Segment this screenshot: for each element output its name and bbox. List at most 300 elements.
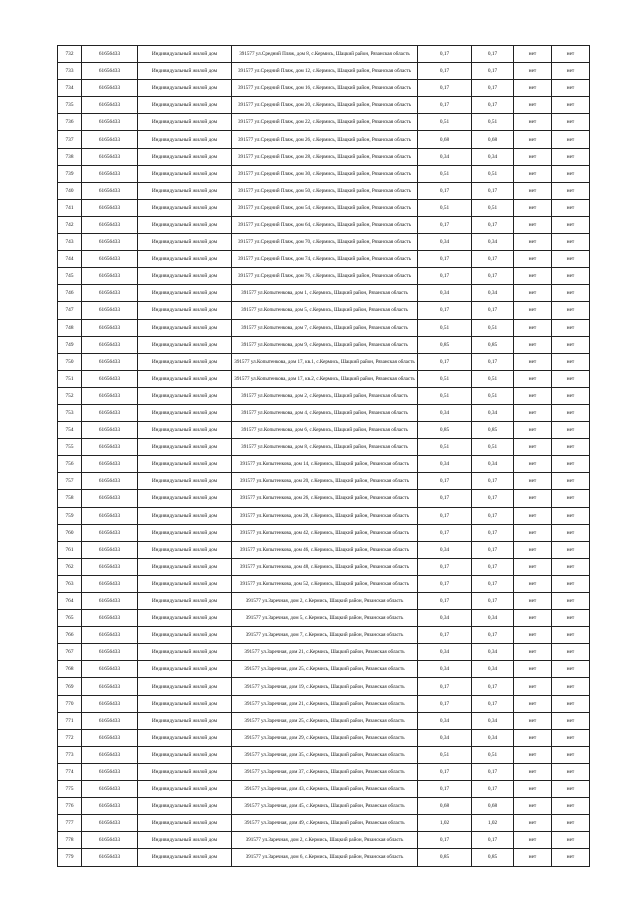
oktmo-code-cell: 61656433 — [82, 746, 138, 763]
address-cell: 391577 ул.Копытенкова, дом 48, с.Кермись, Шацкий район, Рязанская область — [232, 558, 418, 575]
oktmo-code-cell: 61656433 — [82, 456, 138, 473]
address-cell: 391577 ул.Копытенкова, дом 52, с.Кермись, Шацкий район, Рязанская область — [232, 575, 418, 592]
address-cell: 391577 ул.Заречная, дом 7, с.Кермись, Шацкий район, Рязанская область — [232, 627, 418, 644]
oktmo-code-cell: 61656433 — [82, 216, 138, 233]
flag-c-cell: нет — [514, 558, 552, 575]
value-a-cell: 0,51 — [418, 199, 472, 216]
value-a-cell: 1,02 — [418, 815, 472, 832]
object-type-cell: Индивидуальный жилой дом — [138, 422, 232, 439]
object-type-cell: Индивидуальный жилой дом — [138, 627, 232, 644]
table-row — [58, 627, 590, 644]
value-b-cell: 0,34 — [472, 712, 514, 729]
table-row — [58, 387, 590, 404]
flag-d-cell: нет — [552, 114, 590, 131]
object-type-cell: Индивидуальный жилой дом — [138, 695, 232, 712]
object-type-cell: Индивидуальный жилой дом — [138, 234, 232, 251]
flag-c-cell: нет — [514, 268, 552, 285]
value-a-cell: 0,51 — [418, 387, 472, 404]
object-type-cell: Индивидуальный жилой дом — [138, 199, 232, 216]
value-b-cell: 0,51 — [472, 165, 514, 182]
row-number-cell: 770 — [58, 695, 82, 712]
flag-c-cell: нет — [514, 370, 552, 387]
oktmo-code-cell: 61656433 — [82, 63, 138, 80]
value-a-cell: 0,34 — [418, 610, 472, 627]
table-row — [58, 456, 590, 473]
value-a-cell: 0,85 — [418, 422, 472, 439]
value-b-cell: 0,17 — [472, 524, 514, 541]
flag-c-cell: нет — [514, 644, 552, 661]
flag-d-cell: нет — [552, 251, 590, 268]
object-type-cell: Индивидуальный жилой дом — [138, 798, 232, 815]
object-type-cell: Индивидуальный жилой дом — [138, 353, 232, 370]
oktmo-code-cell: 61656433 — [82, 678, 138, 695]
table-row — [58, 302, 590, 319]
row-number-cell: 775 — [58, 781, 82, 798]
object-type-cell: Индивидуальный жилой дом — [138, 507, 232, 524]
row-number-cell: 763 — [58, 575, 82, 592]
address-cell: 391577 ул.Копытенкова, дом 6, с.Кермись, Шацкий район, Рязанская область — [232, 422, 418, 439]
oktmo-code-cell: 61656433 — [82, 148, 138, 165]
address-cell: 391577 ул.Средний Пляж, дом 70, с.Кермись, Шацкий район, Рязанская область — [232, 234, 418, 251]
oktmo-code-cell: 61656433 — [82, 97, 138, 114]
flag-d-cell: нет — [552, 387, 590, 404]
table-row — [58, 490, 590, 507]
row-number-cell: 767 — [58, 644, 82, 661]
object-type-cell: Индивидуальный жилой дом — [138, 832, 232, 849]
address-cell: 391577 ул.Средний Пляж, дом 8, с.Кермись, Шацкий район, Рязанская область — [232, 46, 418, 63]
table-row — [58, 336, 590, 353]
value-b-cell: 0,17 — [472, 216, 514, 233]
row-number-cell: 745 — [58, 268, 82, 285]
table-row — [58, 216, 590, 233]
flag-c-cell: нет — [514, 251, 552, 268]
row-number-cell: 755 — [58, 439, 82, 456]
object-type-cell: Индивидуальный жилой дом — [138, 216, 232, 233]
address-cell: 391577 ул.Заречная, дом 19, с.Кермись, Шацкий район, Рязанская область — [232, 678, 418, 695]
address-cell: 391577 ул.Средний Пляж, дом 12, с.Кермись, Шацкий район, Рязанская область — [232, 63, 418, 80]
value-b-cell: 0,17 — [472, 781, 514, 798]
flag-d-cell: нет — [552, 661, 590, 678]
object-type-cell: Индивидуальный жилой дом — [138, 182, 232, 199]
flag-c-cell: нет — [514, 781, 552, 798]
oktmo-code-cell: 61656433 — [82, 798, 138, 815]
row-number-cell: 752 — [58, 387, 82, 404]
address-cell: 391577 ул.Средний Пляж, дом 30, с.Кермись, Шацкий район, Рязанская область — [232, 165, 418, 182]
address-cell: 391577 ул.Копытенкова, дом 17, кв.1, с.Кермись, Шацкий район, Рязанская область — [232, 353, 418, 370]
address-cell: 391577 ул.Копытенкова, дом 42, с.Кермись, Шацкий район, Рязанская область — [232, 524, 418, 541]
value-a-cell: 0,17 — [418, 268, 472, 285]
flag-c-cell: нет — [514, 507, 552, 524]
oktmo-code-cell: 61656433 — [82, 285, 138, 302]
value-a-cell: 0,17 — [418, 97, 472, 114]
flag-d-cell: нет — [552, 524, 590, 541]
object-type-cell: Индивидуальный жилой дом — [138, 302, 232, 319]
address-cell: 391577 ул.Копытенкова, дом 26, с.Кермись, Шацкий район, Рязанская область — [232, 490, 418, 507]
address-cell: 391577 ул.Средний Пляж, дом 20, с.Кермись, Шацкий район, Рязанская область — [232, 97, 418, 114]
flag-d-cell: нет — [552, 610, 590, 627]
flag-c-cell: нет — [514, 763, 552, 780]
flag-d-cell: нет — [552, 490, 590, 507]
flag-c-cell: нет — [514, 80, 552, 97]
object-type-cell: Индивидуальный жилой дом — [138, 456, 232, 473]
flag-c-cell: нет — [514, 336, 552, 353]
oktmo-code-cell: 61656433 — [82, 644, 138, 661]
address-cell: 391577 ул.Копытенкова, дом 8, с.Кермись, Шацкий район, Рязанская область — [232, 439, 418, 456]
object-type-cell: Индивидуальный жилой дом — [138, 165, 232, 182]
object-type-cell: Индивидуальный жилой дом — [138, 746, 232, 763]
address-cell: 391577 ул.Заречная, дом 25, с.Кермись, Шацкий район, Рязанская область — [232, 712, 418, 729]
address-cell: 391577 ул.Средний Пляж, дом 76, с.Кермись, Шацкий район, Рязанская область — [232, 268, 418, 285]
flag-c-cell: нет — [514, 524, 552, 541]
oktmo-code-cell: 61656433 — [82, 131, 138, 148]
object-type-cell: Индивидуальный жилой дом — [138, 490, 232, 507]
value-b-cell: 0,34 — [472, 234, 514, 251]
table-row — [58, 832, 590, 849]
value-a-cell: 0,17 — [418, 832, 472, 849]
flag-d-cell: нет — [552, 473, 590, 490]
value-b-cell: 0,34 — [472, 644, 514, 661]
oktmo-code-cell: 61656433 — [82, 268, 138, 285]
object-type-cell: Индивидуальный жилой дом — [138, 63, 232, 80]
oktmo-code-cell: 61656433 — [82, 387, 138, 404]
flag-c-cell: нет — [514, 712, 552, 729]
row-number-cell: 733 — [58, 63, 82, 80]
flag-d-cell: нет — [552, 353, 590, 370]
table-row — [58, 746, 590, 763]
flag-c-cell: нет — [514, 593, 552, 610]
flag-d-cell: нет — [552, 319, 590, 336]
table-row — [58, 439, 590, 456]
flag-c-cell: нет — [514, 627, 552, 644]
value-b-cell: 0,17 — [472, 97, 514, 114]
flag-d-cell: нет — [552, 763, 590, 780]
row-number-cell: 739 — [58, 165, 82, 182]
flag-c-cell: нет — [514, 182, 552, 199]
value-b-cell: 0,17 — [472, 575, 514, 592]
value-b-cell: 0,17 — [472, 46, 514, 63]
flag-c-cell: нет — [514, 815, 552, 832]
row-number-cell: 771 — [58, 712, 82, 729]
address-cell: 391577 ул.Средний Пляж, дом 50, с.Кермись, Шацкий район, Рязанская область — [232, 182, 418, 199]
flag-d-cell: нет — [552, 182, 590, 199]
flag-d-cell: нет — [552, 678, 590, 695]
flag-d-cell: нет — [552, 63, 590, 80]
value-a-cell: 0,51 — [418, 370, 472, 387]
oktmo-code-cell: 61656433 — [82, 849, 138, 866]
table-row — [58, 610, 590, 627]
table-row — [58, 251, 590, 268]
address-cell: 391577 ул.Средний Пляж, дом 16, с.Кермись, Шацкий район, Рязанская область — [232, 80, 418, 97]
value-b-cell: 0,68 — [472, 131, 514, 148]
flag-d-cell: нет — [552, 798, 590, 815]
row-number-cell: 750 — [58, 353, 82, 370]
flag-c-cell: нет — [514, 131, 552, 148]
value-a-cell: 0,51 — [418, 746, 472, 763]
value-b-cell: 0,34 — [472, 148, 514, 165]
flag-c-cell: нет — [514, 746, 552, 763]
address-cell: 391577 ул.Заречная, дом 35, с.Кермись, Шацкий район, Рязанская область — [232, 746, 418, 763]
address-cell: 391577 ул.Заречная, дом 25, с.Кермись, Шацкий район, Рязанская область — [232, 661, 418, 678]
value-b-cell: 0,17 — [472, 490, 514, 507]
flag-c-cell: нет — [514, 199, 552, 216]
oktmo-code-cell: 61656433 — [82, 251, 138, 268]
oktmo-code-cell: 61656433 — [82, 695, 138, 712]
oktmo-code-cell: 61656433 — [82, 404, 138, 421]
oktmo-code-cell: 61656433 — [82, 507, 138, 524]
value-a-cell: 0,17 — [418, 507, 472, 524]
table-row — [58, 114, 590, 131]
object-type-cell: Индивидуальный жилой дом — [138, 319, 232, 336]
row-number-cell: 772 — [58, 729, 82, 746]
object-type-cell: Индивидуальный жилой дом — [138, 80, 232, 97]
value-a-cell: 0,34 — [418, 285, 472, 302]
value-b-cell: 0,17 — [472, 80, 514, 97]
row-number-cell: 758 — [58, 490, 82, 507]
row-number-cell: 756 — [58, 456, 82, 473]
flag-d-cell: нет — [552, 268, 590, 285]
value-a-cell: 0,17 — [418, 302, 472, 319]
flag-d-cell: нет — [552, 781, 590, 798]
row-number-cell: 740 — [58, 182, 82, 199]
table-row — [58, 63, 590, 80]
row-number-cell: 736 — [58, 114, 82, 131]
flag-d-cell: нет — [552, 404, 590, 421]
oktmo-code-cell: 61656433 — [82, 729, 138, 746]
row-number-cell: 776 — [58, 798, 82, 815]
value-b-cell: 0,17 — [472, 63, 514, 80]
value-b-cell: 0,85 — [472, 849, 514, 866]
flag-c-cell: нет — [514, 678, 552, 695]
table-row — [58, 148, 590, 165]
row-number-cell: 746 — [58, 285, 82, 302]
flag-d-cell: нет — [552, 336, 590, 353]
table-row — [58, 199, 590, 216]
address-cell: 391577 ул.Заречная, дом 21, с.Кермись, Шацкий район, Рязанская область — [232, 695, 418, 712]
table-row — [58, 46, 590, 63]
oktmo-code-cell: 61656433 — [82, 336, 138, 353]
oktmo-code-cell: 61656433 — [82, 439, 138, 456]
object-type-cell: Индивидуальный жилой дом — [138, 678, 232, 695]
flag-c-cell: нет — [514, 541, 552, 558]
flag-c-cell: нет — [514, 387, 552, 404]
table-row — [58, 507, 590, 524]
row-number-cell: 765 — [58, 610, 82, 627]
value-a-cell: 0,17 — [418, 627, 472, 644]
oktmo-code-cell: 61656433 — [82, 234, 138, 251]
flag-d-cell: нет — [552, 541, 590, 558]
value-a-cell: 0,34 — [418, 712, 472, 729]
table-row — [58, 849, 590, 866]
object-type-cell: Индивидуальный жилой дом — [138, 370, 232, 387]
address-cell: 391577 ул.Заречная, дом 37, с.Кермись, Шацкий район, Рязанская область — [232, 763, 418, 780]
oktmo-code-cell: 61656433 — [82, 575, 138, 592]
row-number-cell: 747 — [58, 302, 82, 319]
table-row — [58, 798, 590, 815]
address-cell: 391577 ул.Заречная, дом 6, с.Кермись, Шацкий район, Рязанская область — [232, 849, 418, 866]
object-type-cell: Индивидуальный жилой дом — [138, 148, 232, 165]
value-b-cell: 0,17 — [472, 302, 514, 319]
flag-c-cell: нет — [514, 490, 552, 507]
address-cell: 391577 ул.Заречная, дом 5, с.Кермись, Шацкий район, Рязанская область — [232, 610, 418, 627]
row-number-cell: 769 — [58, 678, 82, 695]
flag-d-cell: нет — [552, 695, 590, 712]
table-row — [58, 524, 590, 541]
row-number-cell: 764 — [58, 593, 82, 610]
value-b-cell: 0,17 — [472, 268, 514, 285]
oktmo-code-cell: 61656433 — [82, 302, 138, 319]
flag-d-cell: нет — [552, 285, 590, 302]
flag-d-cell: нет — [552, 46, 590, 63]
value-a-cell: 0,34 — [418, 661, 472, 678]
table-row — [58, 541, 590, 558]
flag-d-cell: нет — [552, 575, 590, 592]
value-a-cell: 0,34 — [418, 148, 472, 165]
row-number-cell: 762 — [58, 558, 82, 575]
row-number-cell: 766 — [58, 627, 82, 644]
value-b-cell: 1,02 — [472, 815, 514, 832]
address-cell: 391577 ул.Копытенкова, дом 46, с.Кермись, Шацкий район, Рязанская область — [232, 541, 418, 558]
flag-d-cell: нет — [552, 370, 590, 387]
value-a-cell: 0,85 — [418, 849, 472, 866]
row-number-cell: 737 — [58, 131, 82, 148]
object-type-cell: Индивидуальный жилой дом — [138, 815, 232, 832]
value-a-cell: 0,17 — [418, 695, 472, 712]
table-row — [58, 678, 590, 695]
flag-d-cell: нет — [552, 80, 590, 97]
flag-d-cell: нет — [552, 234, 590, 251]
table-row — [58, 370, 590, 387]
flag-d-cell: нет — [552, 558, 590, 575]
row-number-cell: 749 — [58, 336, 82, 353]
object-type-cell: Индивидуальный жилой дом — [138, 97, 232, 114]
address-cell: 391577 ул.Копытенкова, дом 7, с.Кермись, Шацкий район, Рязанская область — [232, 319, 418, 336]
object-type-cell: Индивидуальный жилой дом — [138, 285, 232, 302]
object-type-cell: Индивидуальный жилой дом — [138, 524, 232, 541]
flag-d-cell: нет — [552, 216, 590, 233]
row-number-cell: 743 — [58, 234, 82, 251]
table-row — [58, 234, 590, 251]
oktmo-code-cell: 61656433 — [82, 832, 138, 849]
value-a-cell: 0,34 — [418, 729, 472, 746]
oktmo-code-cell: 61656433 — [82, 353, 138, 370]
table-row — [58, 661, 590, 678]
value-a-cell: 0,17 — [418, 80, 472, 97]
row-number-cell: 753 — [58, 404, 82, 421]
flag-c-cell: нет — [514, 46, 552, 63]
object-type-cell: Индивидуальный жилой дом — [138, 712, 232, 729]
object-type-cell: Индивидуальный жилой дом — [138, 114, 232, 131]
address-cell: 391577 ул.Заречная, дом 45, с.Кермись, Шацкий район, Рязанская область — [232, 798, 418, 815]
value-b-cell: 0,17 — [472, 182, 514, 199]
table-row — [58, 815, 590, 832]
value-a-cell: 0,34 — [418, 456, 472, 473]
flag-c-cell: нет — [514, 439, 552, 456]
table-row — [58, 165, 590, 182]
value-b-cell: 0,51 — [472, 114, 514, 131]
address-cell: 391577 ул.Копытенкова, дом 14, с.Кермись, Шацкий район, Рязанская область — [232, 456, 418, 473]
table-row — [58, 729, 590, 746]
object-type-cell: Индивидуальный жилой дом — [138, 387, 232, 404]
table-row — [58, 404, 590, 421]
object-type-cell: Индивидуальный жилой дом — [138, 610, 232, 627]
oktmo-code-cell: 61656433 — [82, 182, 138, 199]
value-a-cell: 0,17 — [418, 490, 472, 507]
address-cell: 391577 ул.Заречная, дом 2, с.Кермись, Шацкий район, Рязанская область — [232, 593, 418, 610]
oktmo-code-cell: 61656433 — [82, 490, 138, 507]
value-b-cell: 0,17 — [472, 593, 514, 610]
object-type-cell: Индивидуальный жилой дом — [138, 404, 232, 421]
row-number-cell: 768 — [58, 661, 82, 678]
row-number-cell: 761 — [58, 541, 82, 558]
flag-d-cell: нет — [552, 593, 590, 610]
flag-c-cell: нет — [514, 456, 552, 473]
value-a-cell: 0,17 — [418, 575, 472, 592]
row-number-cell: 751 — [58, 370, 82, 387]
flag-c-cell: нет — [514, 148, 552, 165]
table-row — [58, 268, 590, 285]
value-b-cell: 0,34 — [472, 661, 514, 678]
flag-c-cell: нет — [514, 404, 552, 421]
address-cell: 391577 ул.Заречная, дом 43, с.Кермись, Шацкий район, Рязанская область — [232, 781, 418, 798]
flag-c-cell: нет — [514, 302, 552, 319]
address-cell: 391577 ул.Копытенкова, дом 28, с.Кермись, Шацкий район, Рязанская область — [232, 507, 418, 524]
value-b-cell: 0,68 — [472, 798, 514, 815]
flag-c-cell: нет — [514, 695, 552, 712]
value-b-cell: 0,17 — [472, 763, 514, 780]
value-b-cell: 0,51 — [472, 199, 514, 216]
address-cell: 391577 ул.Средний Пляж, дом 28, с.Кермись, Шацкий район, Рязанская область — [232, 148, 418, 165]
value-b-cell: 0,85 — [472, 336, 514, 353]
row-number-cell: 777 — [58, 815, 82, 832]
value-b-cell: 0,17 — [472, 251, 514, 268]
oktmo-code-cell: 61656433 — [82, 114, 138, 131]
object-type-cell: Индивидуальный жилой дом — [138, 781, 232, 798]
value-b-cell: 0,34 — [472, 610, 514, 627]
row-number-cell: 732 — [58, 46, 82, 63]
flag-d-cell: нет — [552, 815, 590, 832]
oktmo-code-cell: 61656433 — [82, 199, 138, 216]
flag-c-cell: нет — [514, 661, 552, 678]
value-a-cell: 0,34 — [418, 404, 472, 421]
table-row — [58, 558, 590, 575]
table-row — [58, 422, 590, 439]
table-row — [58, 353, 590, 370]
object-type-cell: Индивидуальный жилой дом — [138, 729, 232, 746]
object-type-cell: Индивидуальный жилой дом — [138, 473, 232, 490]
value-b-cell: 0,17 — [472, 678, 514, 695]
table-row — [58, 80, 590, 97]
value-b-cell: 0,51 — [472, 387, 514, 404]
address-cell: 391577 ул.Заречная, дом 2, с.Кермись, Шацкий район, Рязанская область — [232, 832, 418, 849]
object-type-cell: Индивидуальный жилой дом — [138, 763, 232, 780]
table-row — [58, 695, 590, 712]
object-type-cell: Индивидуальный жилой дом — [138, 251, 232, 268]
oktmo-code-cell: 61656433 — [82, 712, 138, 729]
value-b-cell: 0,17 — [472, 353, 514, 370]
address-cell: 391577 ул.Копытенкова, дом 2, с.Кермись, Шацкий район, Рязанская область — [232, 387, 418, 404]
row-number-cell: 760 — [58, 524, 82, 541]
value-a-cell: 0,17 — [418, 558, 472, 575]
flag-c-cell: нет — [514, 729, 552, 746]
address-cell: 391577 ул.Копытенкова, дом 5, с.Кермись, Шацкий район, Рязанская область — [232, 302, 418, 319]
oktmo-code-cell: 61656433 — [82, 370, 138, 387]
flag-d-cell: нет — [552, 302, 590, 319]
registry-table — [57, 45, 590, 867]
address-cell: 391577 ул.Средний Пляж, дом 22, с.Кермись, Шацкий район, Рязанская область — [232, 114, 418, 131]
value-b-cell: 0,17 — [472, 695, 514, 712]
object-type-cell: Индивидуальный жилой дом — [138, 46, 232, 63]
address-cell: 391577 ул.Средний Пляж, дом 74, с.Кермись, Шацкий район, Рязанская область — [232, 251, 418, 268]
